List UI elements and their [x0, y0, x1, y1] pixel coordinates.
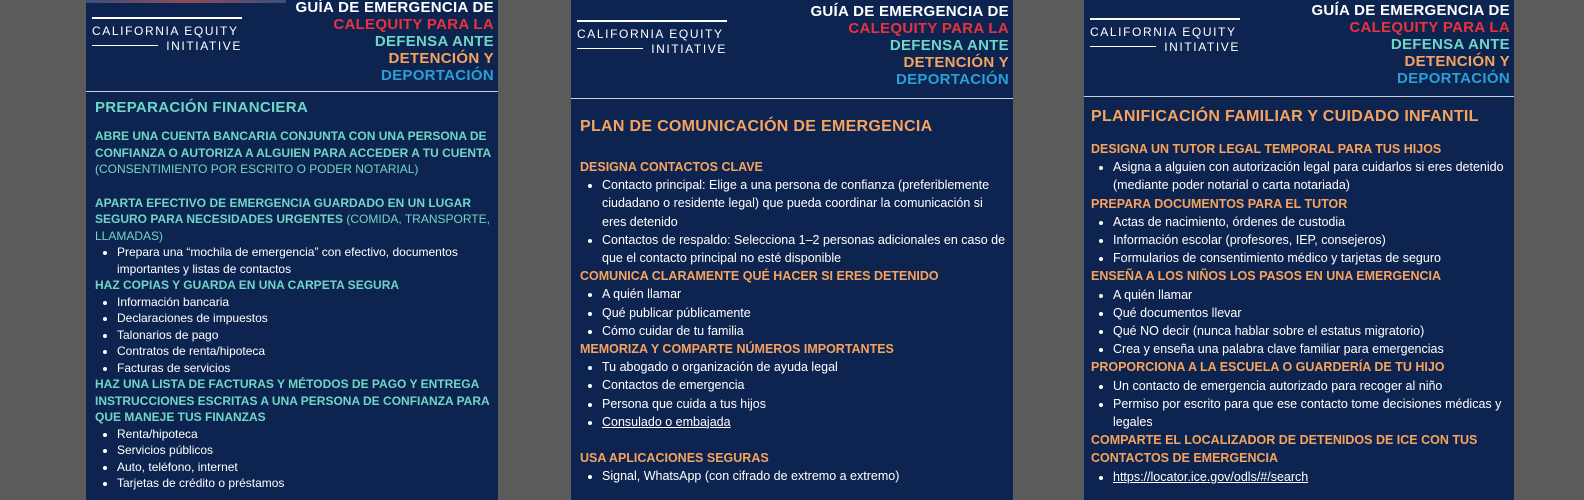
title-line: DEPORTACIÓN: [895, 71, 1009, 88]
logo-text-line2: INITIATIVE: [1164, 39, 1240, 54]
list-item: • Formularios de consentimiento médico y tarjetas de seguro: [1113, 249, 1514, 267]
logo-text-line1: CALIFORNIA EQUITY: [92, 23, 239, 38]
list-item: • Tu abogado o organización de ayuda legal: [602, 358, 1007, 376]
list-item: • Signal, WhatsApp (con cifrado de extremo a extremo): [602, 467, 1007, 485]
title-line: CALEQUITY PARA LA: [333, 16, 494, 33]
logo-text-line1: CALIFORNIA EQUITY: [1090, 24, 1237, 39]
logo-text-line1: CALIFORNIA EQUITY: [577, 26, 724, 41]
bullet-list: [1091, 286, 1514, 359]
title-line: DEPORTACIÓN: [1396, 70, 1510, 87]
section-title: PLAN DE COMUNICACIÓN DE EMERGENCIA: [580, 118, 933, 135]
bullet-list: [95, 294, 492, 377]
heading-bold: ABRE UNA CUENTA BANCARIA CONJUNTA CON UNA PERSONA DE CONFIANZA O AUTORIZA A ALGUIEN PARA ACCEDER A TU CUENTA: [95, 129, 491, 160]
list-item: • Qué documentos llevar: [1113, 304, 1514, 322]
block-heading: [95, 128, 492, 178]
heading-bold: APARTA EFECTIVO DE EMERGENCIA GUARDADO EN UN LUGAR SEGURO PARA NECESIDADES URGENTES: [95, 195, 472, 226]
block-heading: DESIGNA UN TUTOR LEGAL TEMPORAL PARA TUS HIJOS: [1091, 142, 1442, 156]
logo-text-line2: INITIATIVE: [166, 38, 242, 53]
bullet-list: [95, 244, 492, 277]
guide-page-communication: [571, 0, 1013, 500]
list-item: • Contactos de emergencia: [602, 376, 1007, 394]
list-item: [1113, 468, 1514, 486]
list-item: • Talonarios de pago: [117, 327, 492, 344]
list-item: • Asigna a alguien con autorización legal para cuidarlos si eres detenido (mediante poder notarial o carta notariada): [1113, 158, 1514, 194]
guide-title: [810, 3, 1009, 88]
list-item: • A quién llamar: [602, 285, 1007, 303]
guide-title: [1311, 2, 1510, 87]
list-item: • Qué NO decir (nunca hablar sobre el estatus migratorio): [1113, 322, 1514, 340]
title-line: DEPORTACIÓN: [380, 67, 494, 84]
page-header: [1084, 0, 1514, 97]
list-item: • Contratos de renta/hipoteca: [117, 343, 492, 360]
consulate-link[interactable]: Consulado o embajada: [602, 414, 731, 429]
list-item: • Un contacto de emergencia autorizado para recoger al niño: [1113, 377, 1514, 395]
list-item: • Persona que cuida a tus hijos: [602, 395, 1007, 413]
list-item: • Permiso por escrito para que ese contacto tome decisiones médicas y legales: [1113, 395, 1514, 431]
title-line: GUÍA DE EMERGENCIA DE: [810, 3, 1009, 20]
page-body: [95, 99, 492, 492]
block-heading: DESIGNA CONTACTOS CLAVE: [580, 160, 763, 174]
title-line: DEFENSA ANTE: [374, 33, 494, 50]
block-heading: PROPORCIONA A LA ESCUELA O GUARDERÍA DE TU HIJO: [1091, 360, 1445, 375]
bullet-list: [580, 467, 1007, 485]
title-line: DETENCIÓN Y: [1404, 53, 1510, 70]
heading-light: (COMIDA, TRANSPORTE, LLAMADAS): [95, 212, 490, 243]
page-body: [580, 118, 1007, 485]
list-item: • Qué publicar públicamente: [602, 304, 1007, 322]
logo-text-line2: INITIATIVE: [651, 41, 727, 56]
block-heading: PREPARA DOCUMENTOS PARA EL TUTOR: [1091, 196, 1348, 211]
bullet-list: [1091, 468, 1514, 486]
title-line: DEFENSA ANTE: [889, 37, 1009, 54]
list-item: • Información bancaria: [117, 294, 492, 311]
page-header: [86, 0, 498, 92]
list-item: • Facturas de servicios: [117, 360, 492, 377]
block-heading: ENSEÑA A LOS NIÑOS LOS PASOS EN UNA EMERGENCIA: [1091, 269, 1442, 284]
list-item: • Cómo cuidar de tu familia: [602, 322, 1007, 340]
title-line: CALEQUITY PARA LA: [1349, 19, 1510, 36]
block-heading: COMUNICA CLARAMENTE QUÉ HACER SI ERES DETENIDO: [580, 269, 939, 284]
block-heading: HAZ COPIAS Y GUARDA EN UNA CARPETA SEGURA: [95, 278, 400, 292]
list-item: • Servicios públicos: [117, 442, 492, 459]
bullet-list: [1091, 377, 1514, 432]
page-body: [1091, 108, 1514, 486]
list-item: • Actas de nacimiento, órdenes de custodia: [1113, 213, 1514, 231]
section-title: PLANIFICACIÓN FAMILIAR Y CUIDADO INFANTIL: [1091, 108, 1479, 125]
logo: [92, 17, 242, 53]
bullet-list: [580, 285, 1007, 340]
title-line: DEFENSA ANTE: [1390, 36, 1510, 53]
block-heading: [95, 195, 492, 245]
block-heading: MEMORIZA Y COMPARTE NÚMEROS IMPORTANTES: [580, 342, 894, 357]
block-heading: COMPARTE EL LOCALIZADOR DE DETENIDOS DE ICE CON TUS CONTACTOS DE EMERGENCIA: [1091, 433, 1478, 466]
bullet-list: [1091, 213, 1514, 268]
bullet-list: [95, 426, 492, 492]
title-line: GUÍA DE EMERGENCIA DE: [1311, 2, 1510, 19]
section-title: PREPARACIÓN FINANCIERA: [95, 99, 308, 116]
list-item: • Auto, teléfono, internet: [117, 459, 492, 476]
list-item: • Renta/hipoteca: [117, 426, 492, 443]
ice-locator-link[interactable]: https://locator.ice.gov/odls/#/search: [1113, 469, 1309, 484]
guide-page-financial: [86, 0, 498, 500]
bullet-list: [1091, 158, 1514, 194]
title-line: CALEQUITY PARA LA: [848, 20, 1009, 37]
list-item: • Crea y enseña una palabra clave familiar para emergencias: [1113, 340, 1514, 358]
page-header: [571, 0, 1013, 99]
logo: [1090, 18, 1240, 54]
title-line: GUÍA DE EMERGENCIA DE: [295, 0, 494, 16]
guide-title: [295, 0, 494, 84]
block-heading: HAZ UNA LISTA DE FACTURAS Y MÉTODOS DE PAGO Y ENTREGA INSTRUCCIONES ESCRITAS A UNA PERSONA DE CONFIANZA PARA QUE MANEJE TUS FINANZAS: [95, 377, 490, 424]
title-line: DETENCIÓN Y: [903, 54, 1009, 71]
list-item: • Información escolar (profesores, IEP, consejeros): [1113, 231, 1514, 249]
list-item: • A quién llamar: [1113, 286, 1514, 304]
block-heading: USA APLICACIONES SEGURAS: [580, 451, 769, 466]
bullet-list: [580, 176, 1007, 267]
list-item: • Prepara una “mochila de emergencia” con efectivo, documentos importantes y listas de contactos: [117, 244, 492, 277]
title-line: DETENCIÓN Y: [388, 50, 494, 67]
guide-page-family: [1084, 0, 1514, 500]
heading-light: (CONSENTIMIENTO POR ESCRITO O PODER NOTARIAL): [95, 162, 419, 176]
list-item: • Tarjetas de crédito o préstamos: [117, 475, 492, 492]
logo: [577, 20, 727, 56]
list-item: [602, 413, 1007, 431]
list-item: • Contactos de respaldo: Selecciona 1–2 personas adicionales en caso de que el contacto principal no esté disponible: [602, 231, 1007, 267]
list-item: • Contacto principal: Elige a una persona de confianza (preferiblemente ciudadano o residente legal) que pueda coordinar la comunicación si eres detenido: [602, 176, 1007, 231]
bullet-list: [580, 358, 1007, 431]
photo-strip: [86, 0, 286, 3]
list-item: • Declaraciones de impuestos: [117, 310, 492, 327]
